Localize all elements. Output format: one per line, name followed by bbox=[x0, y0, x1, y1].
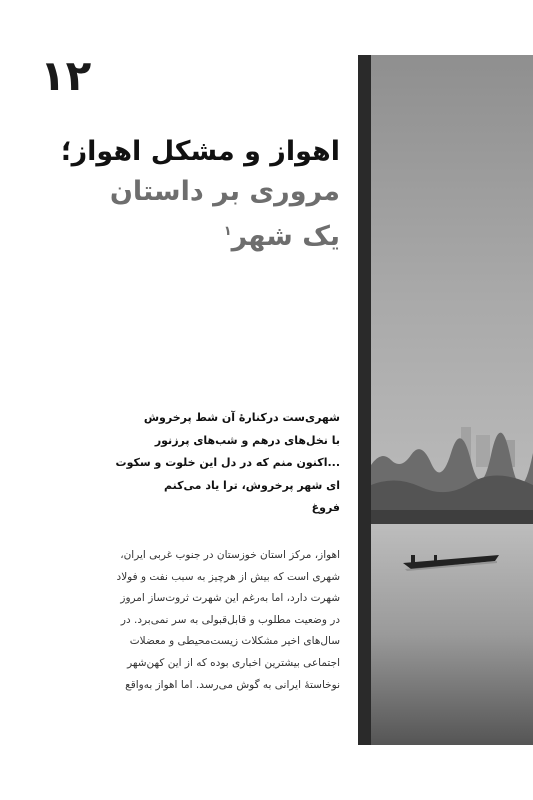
article-title bbox=[20, 132, 340, 257]
body-line: نوخاستۀ ایرانی به گوش می‌رسد. اما اهواز به‌واقع bbox=[125, 678, 340, 691]
river-boat-photo bbox=[371, 55, 533, 745]
title-line-1: اهواز و مشکل اهواز؛ bbox=[60, 136, 340, 167]
photo-frame-bar bbox=[358, 55, 371, 745]
poem-author: فروغ bbox=[311, 501, 340, 514]
poem-line: ...اکنون منم که در دل این خلوت و سکوت bbox=[115, 456, 340, 469]
page-number: ۱۲ bbox=[40, 51, 92, 100]
poem-line: با نخل‌های درهم و شب‌های پرزنور bbox=[154, 433, 340, 447]
poem-line: ای شهر پرخروش، ترا یاد می‌کنم bbox=[164, 478, 340, 492]
body-line: شهری است که بیش از هرچیز به سبب نفت و فولاد bbox=[116, 570, 340, 583]
body-line: شهرت دارد، اما به‌رغم این شهرت ثروت‌ساز امروز bbox=[120, 592, 340, 605]
body-line: در وضعیت مطلوب و قابل‌قبولی به سر نمی‌برد. در bbox=[120, 613, 340, 626]
poem-line: شهری‌ست درکنارۀ آن شط پرخروش bbox=[143, 411, 340, 424]
body-line: سال‌های اخیر مشکلات زیست‌محیطی و معضلات bbox=[129, 635, 340, 648]
title-line-2: مروری بر داستان bbox=[109, 176, 340, 207]
title-line-3-text: یک شهر bbox=[231, 221, 340, 252]
body-line: اجتماعی بیشترین اخباری بوده که از این کهن‌شهر bbox=[127, 656, 340, 669]
title-line-3 bbox=[20, 212, 340, 257]
body-line: اهواز، مرکز استان خوزستان در جنوب غربی ایران، bbox=[120, 549, 340, 561]
epigraph-poem bbox=[60, 407, 340, 520]
footnote-mark: ۱ bbox=[223, 224, 232, 239]
body-paragraph bbox=[100, 545, 340, 696]
